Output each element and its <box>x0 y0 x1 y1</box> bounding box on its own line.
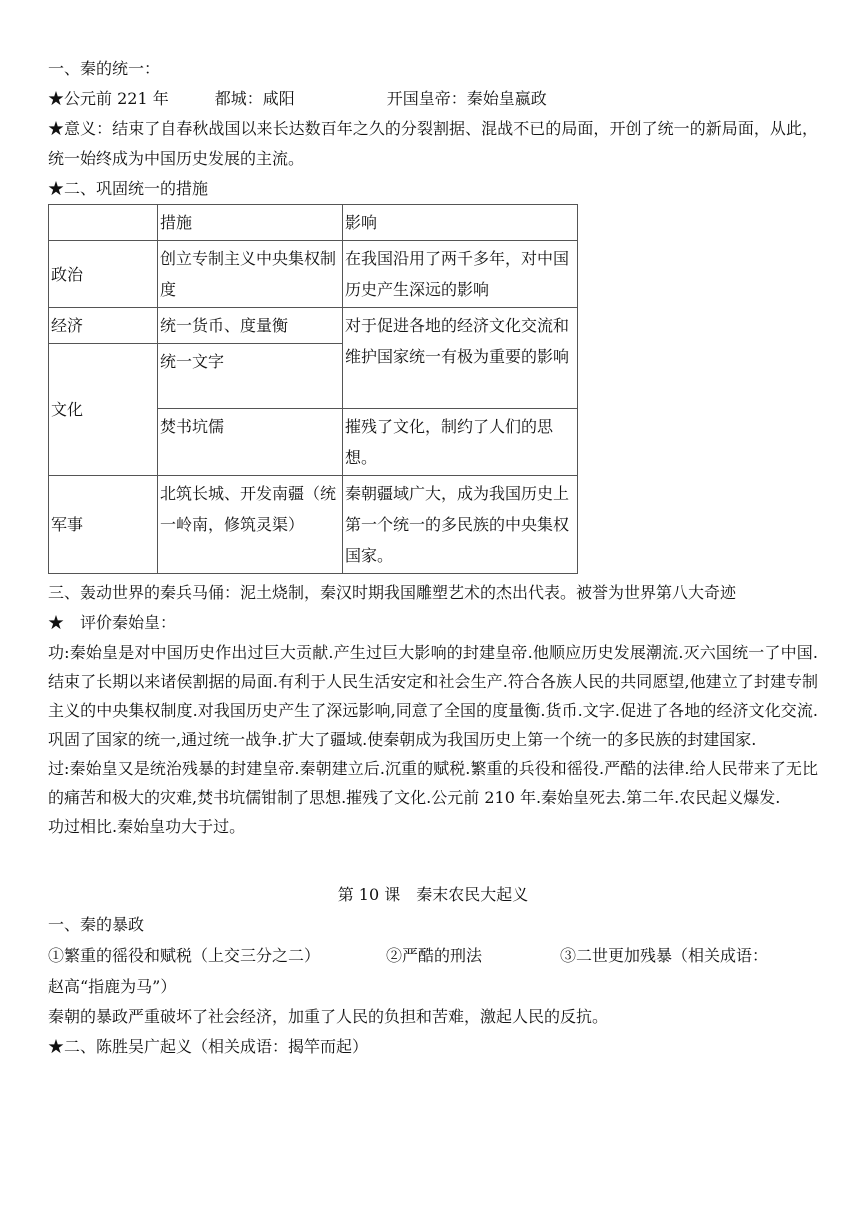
table-header-cell: 影响 <box>343 205 578 241</box>
fact-capital: 都城：咸阳 <box>214 89 295 108</box>
fact-year: ★公元前 221 年 <box>48 89 169 108</box>
section-heading: ★二、陈胜吴广起义（相关成语：揭竿而起） <box>48 1037 369 1056</box>
merit-paragraph: 功:秦始皇是对中国历史作出过巨大贡献.产生过巨大影响的封建皇帝.他顺应历史发展潮流.灭六国统一了中国.结束了长期以来诸侯割据的局面.有利于人民生活安定和社会生产.符合各族人民的共同愿望,他建立了封建专制主义的中央集权制度.对我国历史产生了深远影响,同意了全国的度量衡.货币.文字.促进了各地的经济文化交流.巩固了国家的统一,通过统一战争.扩大了疆域.使秦朝成为我国历史上第一个统一的多民族的封建国家. <box>48 643 818 749</box>
measure-cell: 创立专制主义中央集权制度 <box>158 241 343 308</box>
table-header-cell <box>49 205 158 241</box>
section-heading: 一、秦的统一： <box>48 59 161 78</box>
row-label: 经济 <box>49 308 158 344</box>
row-label: 文化 <box>49 344 158 476</box>
effect-cell: 在我国沿用了两千多年，对中国历史产生深远的影响 <box>343 241 578 308</box>
measure-cell: 焚书坑儒 <box>158 409 343 476</box>
evaluation-heading: ★ 评价秦始皇： <box>48 613 177 632</box>
table-header-cell: 措施 <box>158 205 343 241</box>
unification-meaning: ★意义：结束了自春秋战国以来长达数百年之久的分裂割据、混战不已的局面，开创了统一的新局面，从此，统一始终成为中国历史发展的主流。 <box>48 119 818 168</box>
section-heading: ★二、巩固统一的措施 <box>48 179 209 198</box>
measure-cell: 统一文字 <box>158 344 343 409</box>
unification-facts <box>48 84 818 114</box>
lesson-title: 第 10 课 秦末农民大起义 <box>337 885 529 904</box>
document-page <box>48 54 818 1062</box>
effect-cell: 摧残了文化，制约了人们的思想。 <box>343 409 578 476</box>
table-header-row <box>49 205 578 241</box>
fact-emperor: 开国皇帝：秦始皇嬴政 <box>386 89 547 108</box>
measure-cell: 北筑长城、开发南疆（统一岭南，修筑灵渠） <box>158 476 343 574</box>
measure-cell: 统一货币、度量衡 <box>158 308 343 344</box>
terracotta-line: 三、轰动世界的秦兵马俑：泥土烧制，秦汉时期我国雕塑艺术的杰出代表。被誉为世界第八大奇迹 <box>48 583 737 602</box>
table-row <box>49 476 578 574</box>
list-item-continuation: 赵高“指鹿为马”） <box>48 977 177 996</box>
table-row <box>49 241 578 308</box>
row-label: 军事 <box>49 476 158 574</box>
tyranny-items <box>48 940 818 972</box>
table-row <box>49 308 578 344</box>
measures-table <box>48 204 578 574</box>
effect-cell: 对于促进各地的经济文化交流和维护国家统一有极为重要的影响 <box>343 308 578 409</box>
tyranny-summary: 秦朝的暴政严重破坏了社会经济，加重了人民的负担和苦难，激起人民的反抗。 <box>48 1007 609 1026</box>
section-heading: 一、秦的暴政 <box>48 915 145 934</box>
list-item: ②严酷的刑法 <box>386 946 483 965</box>
list-item: ①繁重的徭役和赋税（上交三分之二） <box>48 946 321 965</box>
effect-cell: 秦朝疆域广大，成为我国历史上第一个统一的多民族的中央集权国家。 <box>343 476 578 574</box>
row-label: 政治 <box>49 241 158 308</box>
conclusion-line: 功过相比.秦始皇功大于过。 <box>48 817 246 836</box>
list-item: ③二世更加残暴（相关成语： <box>560 946 769 965</box>
fault-paragraph: 过:秦始皇又是统治残暴的封建皇帝.秦朝建立后.沉重的赋税.繁重的兵役和徭役.严酷的法律.给人民带来了无比的痛苦和极大的灾难,焚书坑儒钳制了思想.摧残了文化.公元前 210 年.秦始皇死去.第二年.农民起义爆发. <box>48 759 818 807</box>
